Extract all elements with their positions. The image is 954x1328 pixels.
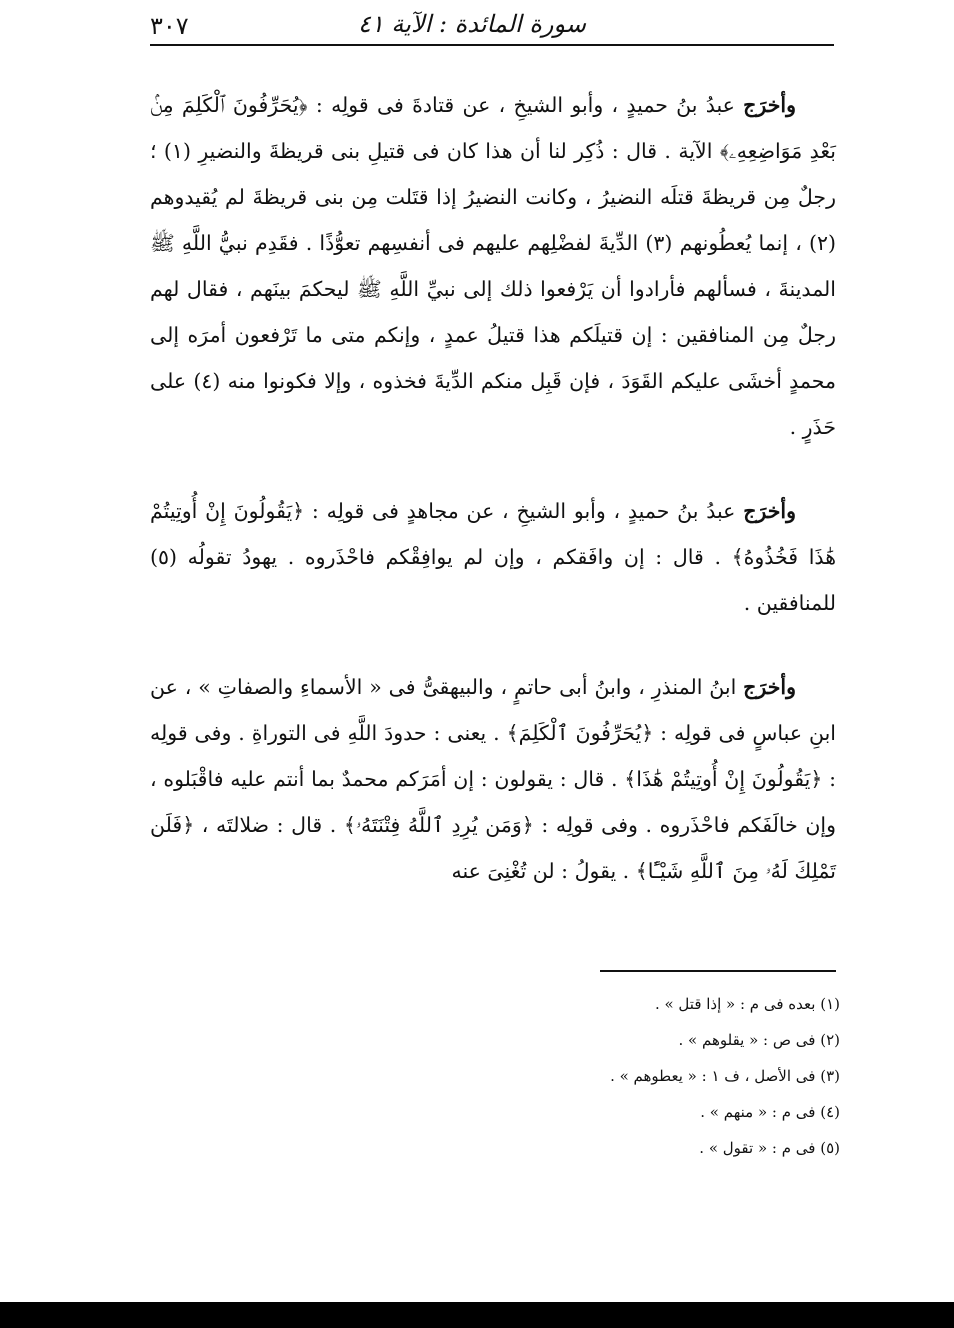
paragraph-lead-word: وأخرَج <box>743 675 796 699</box>
footnote-5: (٥) فى م : « تقول » . <box>699 1139 840 1157</box>
footnote-3: (٣) فى الأصل ، ف ١ : « يعطوهم » . <box>610 1067 840 1085</box>
paragraph-body: عبدُ بنُ حميدٍ ، وأبو الشيخِ ، عن مجاهدٍ فى قولِه : ﴿يَقُولُونَ إِنْ أُوتِيتُمْ هَٰذَا فَخُذُوهُ﴾ . قال : إن وافَقكم ، وإن لم يوافِقْكم فاحْذَروه . يهودُ تقولُه (٥) للمنافقين . <box>150 499 836 615</box>
footnote-2: (٢) فى ص : « يقلوهم » . <box>678 1031 840 1049</box>
paragraph-ibn-abbas <box>150 664 836 894</box>
running-title: سورة المائدة : الآية ٤١ <box>358 10 586 38</box>
main-text <box>150 82 836 932</box>
paragraph-mujahid <box>150 488 836 626</box>
page-header <box>150 6 834 44</box>
scan-bottom-edge <box>0 1302 954 1328</box>
footnote-1: (١) بعده فى م : « إذا قتل » . <box>654 995 840 1013</box>
footnote-4: (٤) فى م : « منهم » . <box>700 1103 840 1121</box>
header-rule <box>150 44 834 46</box>
footnote-separator <box>600 970 836 972</box>
paragraph-lead-word: وأخرَج <box>743 93 796 117</box>
footnotes-list <box>150 986 840 1166</box>
paragraph-lead-word: وأخرَج <box>743 499 796 523</box>
paragraph-body: ابنُ المنذرِ ، وابنُ أبى حاتمٍ ، والبيهقىُّ فى « الأسماءِ والصفاتِ » ، عن ابنِ عباسٍ فى قولِه : ﴿يُحَرِّفُونَ ٱلْكَلِمَ﴾ . يعنى : حدودَ اللَّهِ فى التوراةِ . وفى قولِه : ﴿يَقُولُونَ إِنْ أُوتِيتُمْ هَٰذَا﴾ . قال : يقولون : إن أمَرَكم محمدٌ بما أنتم عليه فاقْبَلوه ، وإن خالَفَكم فاحْذَروه . وفى قولِه : ﴿وَمَن يُرِدِ ٱللَّهُ فِتْنَتَهُۥ﴾ . قال : ضلالتَه ، ﴿فَلَن تَمْلِكَ لَهُۥ مِنَ ٱللَّهِ شَيْـًٔا﴾ . يقولُ : لن تُغْنِىَ عنه <box>150 675 836 883</box>
page-number: ٣٠٧ <box>150 12 189 40</box>
paragraph-qatada <box>150 82 836 450</box>
paragraph-body: عبدُ بنُ حميدٍ ، وأبو الشيخِ ، عن قتادةَ فى قولِه : ﴿يُحَرِّفُونَ ٱلْكَلِمَ مِنۢ بَعْدِ مَوَاضِعِهِۦ﴾ الآية . قال : ذُكِر لنا أن هذا كان فى قتيلِ بنى قريظةَ والنضيرِ (١) ؛ رجلٌ مِن قريظةَ قتلَه النضيرُ ، وكانت النضيرُ إذا قتَلت مِن بنى قريظةَ لم يُقيدوهم (٢) ، إنما يُعطُونهم (٣) الدِّيةَ لفضْلِهم عليهم فى أنفسِهم تعوُّذًا . فقَدِم نبيُّ اللَّهِ ﷺ المدينةَ ، فسألهم فأرادوا أن يَرْفعوا ذلك إلى نبيِّ اللَّهِ ﷺ ليحكمَ بينَهم ، فقال لهم رجلٌ مِن المنافقين : إن قتيلَكم هذا قتيلُ عمدٍ ، وإنكم متى ما تَرْفعون أمرَه إلى محمدٍ أخشَى عليكم القَوَدَ ، فإن قَبِل منكم الدِّيةَ فخذوه ، وإلا فكونوا منه (٤) على حَذَرٍ . <box>150 93 836 439</box>
